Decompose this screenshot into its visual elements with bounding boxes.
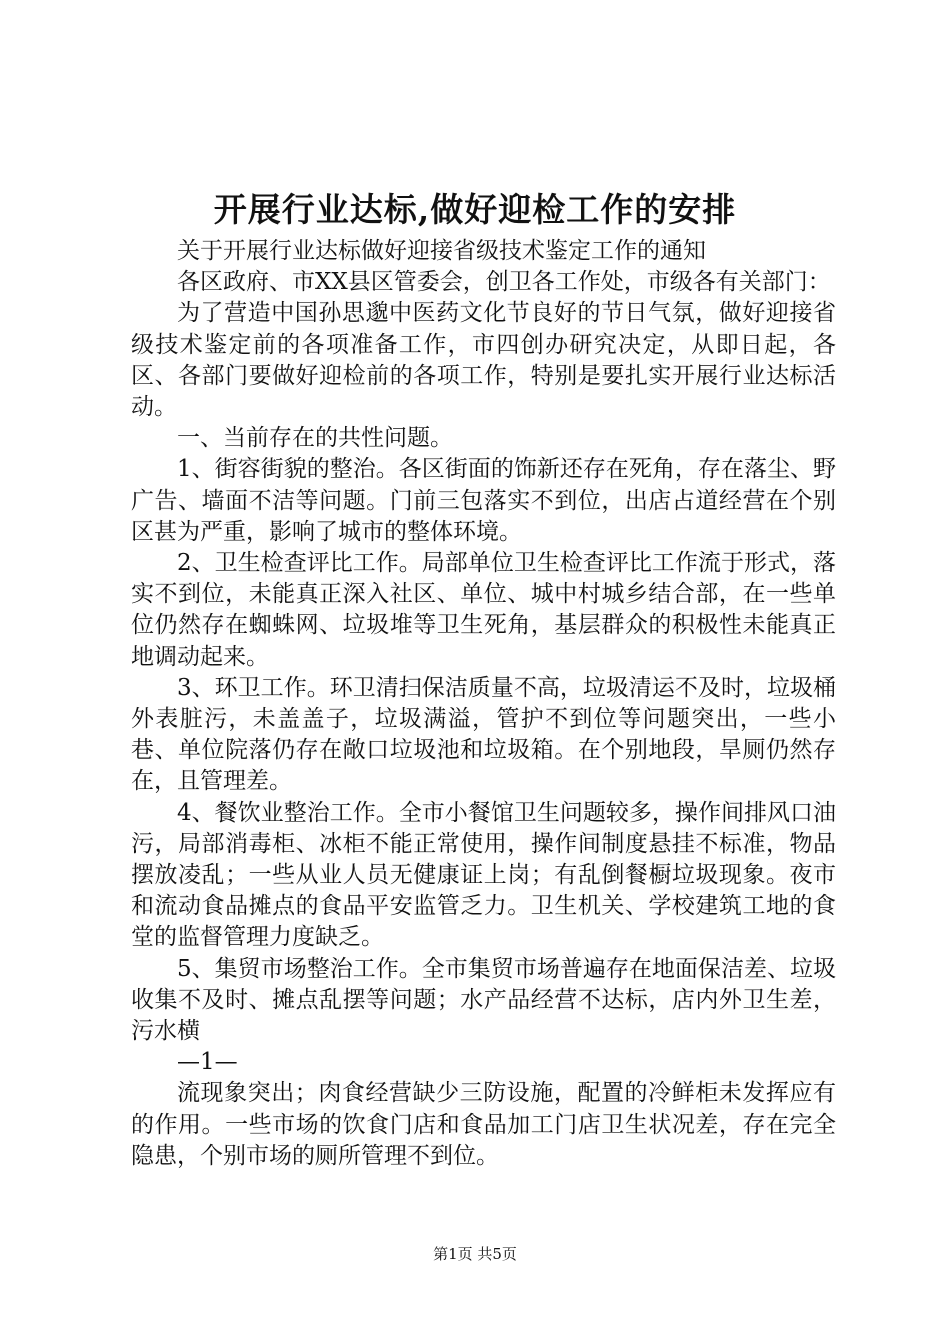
item-paragraph: 3、环卫工作。环卫清扫保洁质量不高，垃圾清运不及时，垃圾桶外表脏污，未盖盖子，垃圾满溢，管护不到位等问题突出，一些小巷、单位院落仍存在敞口垃圾池和垃圾箱。在个别地段，旱厕仍然存在，且管理差。 xyxy=(131,674,836,795)
continuation-paragraph: 流现象突出；肉食经营缺少三防设施，配置的冷鲜柜未发挥应有的作用。一些市场的饮食门店和食品加工门店卫生状况差，存在完全隐患，个别市场的厕所管理不到位。 xyxy=(131,1080,836,1169)
item-paragraph: 2、卫生检查评比工作。局部单位卫生检查评比工作流于形式，落实不到位，未能真正深入社区、单位、城中村城乡结合部，在一些单位仍然存在蜘蛛网、垃圾堆等卫生死角，基层群众的积极性未能真正地调动起来。 xyxy=(131,550,836,670)
notice-heading: 关于开展行业达标做好迎接省级技术鉴定工作的通知 xyxy=(177,238,706,264)
inline-page-marker: —1— xyxy=(177,1049,238,1076)
item-paragraph: 5、集贸市场整治工作。全市集贸市场普遍存在地面保洁差、垃圾收集不及时、摊点乱摆等问题；水产品经营不达标，店内外卫生差，污水横 xyxy=(131,955,836,1045)
intro-paragraph: 为了营造中国孙思邈中医药文化节良好的节日气氛，做好迎接省级技术鉴定前的各项准备工作，市四创办研究决定，从即日起，各区、各部门要做好迎检前的各项工作，特别是要扎实开展行业达标活动。 xyxy=(131,300,836,421)
item-paragraph: 1、街容街貌的整治。各区街面的饰新还存在死角，存在落尘、野广告、墙面不洁等问题。门前三包落实不到位，出店占道经营在个别区甚为严重，影响了城市的整体环境。 xyxy=(131,456,836,545)
item-paragraph: 4、餐饮业整治工作。全市小餐馆卫生问题较多，操作间排风口油污，局部消毒柜、冰柜不能正常使用，操作间制度悬挂不标准，物品摆放凌乱；一些从业人员无健康证上岗；有乱倒餐橱垃圾现象。夜市和流动食品摊点的食品平安监管乏力。卫生机关、学校建筑工地的食堂的监督管理力度缺乏。 xyxy=(131,799,836,951)
addressee-line: 各区政府、市XX县区管委会，创卫各工作处，市级各有关部门： xyxy=(177,269,831,296)
page-footer: 第1页 共5页 xyxy=(433,1245,517,1263)
section-heading: 一、当前存在的共性问题。 xyxy=(177,425,453,452)
document-title: 开展行业达标,做好迎检工作的安排 xyxy=(213,190,737,229)
document-body xyxy=(131,236,836,1172)
